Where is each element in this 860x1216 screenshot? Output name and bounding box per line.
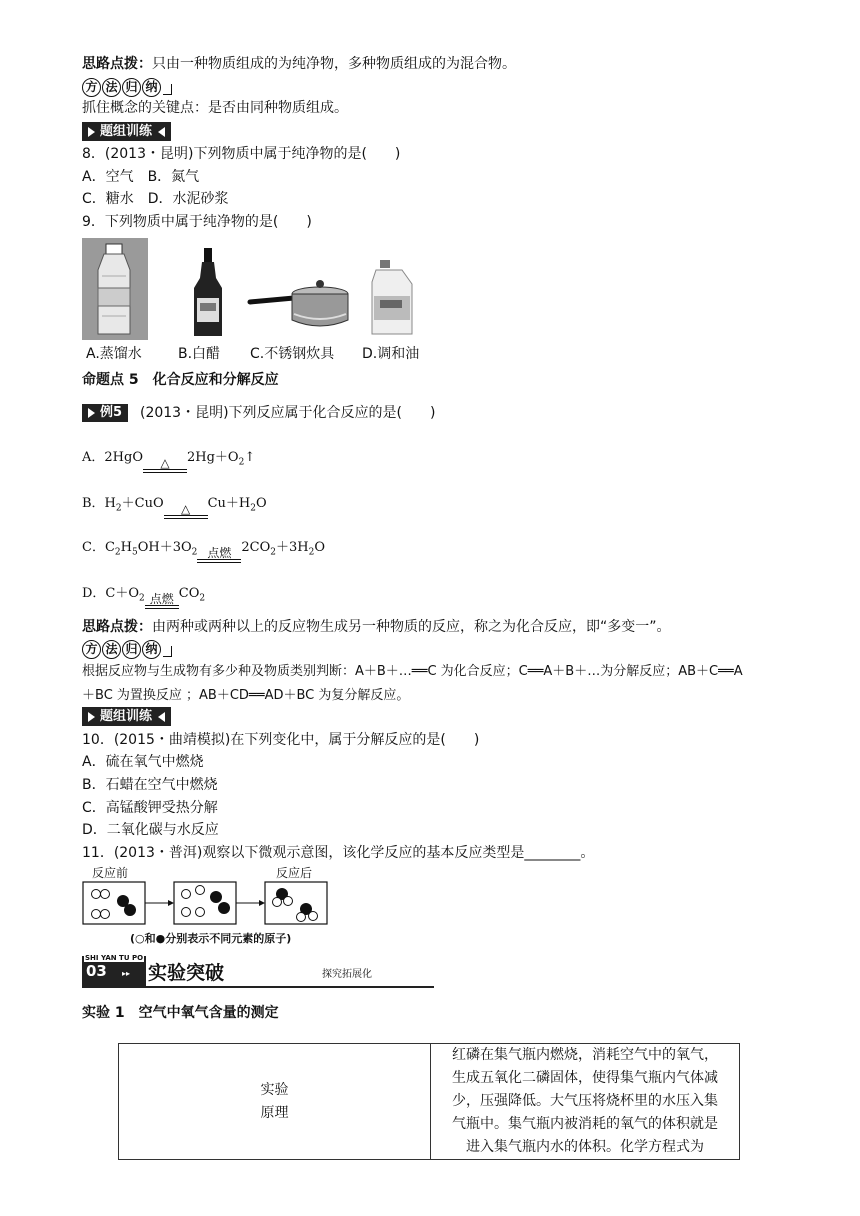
section-rule bbox=[82, 986, 434, 988]
example-5-badge bbox=[82, 404, 128, 422]
group-training-bar bbox=[82, 122, 171, 141]
hint-text: 由两种或两种以上的反应物生成另一种物质的反应，称之为化合反应，即“多变一”。 bbox=[152, 619, 671, 635]
example-5-stem: (2013・昆明)下列反应属于化合反应的是( ) bbox=[140, 405, 436, 421]
section-banner bbox=[82, 956, 434, 992]
section-number: 03 bbox=[86, 962, 107, 980]
before-label: 反应前 bbox=[92, 866, 129, 880]
method-text-2a: 根据反应物与生成物有多少种及物质类别判断：A＋B＋…══C 为化合反应；C══A＋B＋…为分解反应；AB＋C══A bbox=[82, 664, 743, 679]
reaction-c: C．$C_2H_5OH+3O_2$ 点燃 $2CO_2+3H_2O$ bbox=[82, 538, 325, 563]
method-char: 归 bbox=[122, 78, 141, 97]
triangle-right-icon bbox=[88, 408, 95, 418]
method-text-2b: ＋BC 为置换反应 ；AB＋CD══AD＋BC 为复分解反应。 bbox=[82, 688, 410, 703]
method-char: 纳 bbox=[142, 640, 161, 659]
q8-options-2: C．糖水 D．水泥砂浆 bbox=[82, 191, 229, 207]
method-badge-1 bbox=[82, 78, 172, 97]
table-head-line-2: 原理 bbox=[260, 1104, 289, 1121]
vinegar-bottle-image bbox=[194, 248, 222, 336]
method-tail-icon bbox=[163, 84, 172, 95]
experiment-table bbox=[118, 1043, 740, 1160]
section-pinyin: SHI YAN TU PO bbox=[85, 954, 144, 962]
method-badge-2 bbox=[82, 640, 172, 659]
water-bottle-image bbox=[82, 238, 148, 340]
micro-reaction-diagram bbox=[82, 866, 342, 950]
method-char: 方 bbox=[82, 640, 101, 659]
table-line: 红磷在集气瓶内燃烧，消耗空气中的氧气， bbox=[452, 1047, 718, 1063]
topic-5-heading: 命题点 5 化合反应和分解反应 bbox=[82, 372, 279, 388]
example-label: 例5 bbox=[100, 405, 123, 420]
reaction-d: D．$C+O_2$ 点燃 $CO_2$ bbox=[82, 584, 205, 609]
q10-option-a: A．硫在氧气中燃烧 bbox=[82, 754, 204, 770]
hint-line-1 bbox=[82, 54, 516, 74]
heat-symbol: △ bbox=[180, 501, 191, 516]
group-training-bar bbox=[82, 707, 171, 726]
group-label: 题组训练 bbox=[100, 708, 153, 724]
table-line: 生成五氧化二磷固体，使得集气瓶内气体减 bbox=[452, 1070, 718, 1086]
q10-option-c: C．高锰酸钾受热分解 bbox=[82, 800, 218, 816]
method-char: 法 bbox=[102, 78, 121, 97]
triangle-left-icon bbox=[158, 712, 165, 722]
hint-line-2 bbox=[82, 617, 671, 637]
q8-stem: 8．(2013・昆明)下列物质中属于纯净物的是( ) bbox=[82, 146, 401, 162]
hint-label: 思路点拨： bbox=[82, 56, 152, 72]
triangle-left-icon bbox=[158, 127, 165, 137]
table-header-cell bbox=[119, 1044, 431, 1160]
hint-label: 思路点拨： bbox=[82, 619, 152, 635]
q10-option-d: D．二氧化碳与水反应 bbox=[82, 822, 219, 838]
triangle-right-icon bbox=[88, 127, 95, 137]
table-line: 少，压强降低。大气压将烧杯里的水压入集 bbox=[452, 1093, 718, 1109]
section-title: 实验突破 bbox=[148, 962, 225, 984]
oil-bottle-image bbox=[372, 260, 412, 334]
method-char: 法 bbox=[102, 640, 121, 659]
group-label: 题组训练 bbox=[100, 123, 153, 139]
heat-symbol: △ bbox=[160, 455, 170, 470]
q10-option-b: B．石蜡在空气中燃烧 bbox=[82, 777, 218, 793]
q9-option-b: B.白醋 bbox=[178, 346, 221, 362]
q11-stem: 11．(2013・普洱)观察以下微观示意图，该化学反应的基本反应类型是________。 bbox=[82, 845, 595, 861]
method-char: 归 bbox=[122, 640, 141, 659]
q10-stem: 10．(2015・曲靖模拟)在下列变化中，属于分解反应的是( ) bbox=[82, 732, 480, 748]
triangle-right-icon bbox=[88, 712, 95, 722]
q8-options-1: A．空气 B．氮气 bbox=[82, 169, 200, 185]
double-chevron-icon: ▸▸ bbox=[122, 969, 131, 978]
q9-option-c: C.不锈钢炊具 bbox=[250, 346, 335, 362]
reaction-a: A．2HgO △ $2Hg+O_2↑$ bbox=[82, 448, 255, 473]
reaction-b: B．$H_2+CuO$ △ $Cu+H_2O$ bbox=[82, 494, 267, 519]
ignite-condition: 点燃 bbox=[207, 545, 232, 560]
ignite-condition: 点燃 bbox=[149, 591, 174, 606]
hint-text: 只由一种物质组成的为纯净物，多种物质组成的为混合物。 bbox=[152, 56, 516, 72]
method-tail-icon bbox=[163, 646, 172, 657]
table-head-line-1: 实验 bbox=[260, 1081, 289, 1098]
steel-pot-image bbox=[250, 280, 348, 326]
experiment-1-heading: 实验 1 空气中氧气含量的测定 bbox=[82, 1005, 279, 1021]
method-char: 方 bbox=[82, 78, 101, 97]
q9-option-a: A.蒸馏水 bbox=[86, 346, 142, 362]
q9-stem: 9．下列物质中属于纯净物的是( ) bbox=[82, 214, 312, 230]
section-subtitle: 探究拓展化 bbox=[322, 969, 372, 980]
table-line: 进入集气瓶内水的体积。化学方程式为 bbox=[466, 1139, 704, 1155]
table-line: 气瓶中。集气瓶内被消耗的氧气的体积就是 bbox=[452, 1116, 718, 1132]
table-content-cell bbox=[431, 1044, 740, 1160]
q9-option-d: D.调和油 bbox=[362, 346, 420, 362]
after-label: 反应后 bbox=[276, 866, 313, 880]
diagram-legend: (○和●分别表示不同元素的原子) bbox=[130, 932, 292, 945]
q9-product-images bbox=[82, 236, 442, 346]
method-text-1: 抓住概念的关键点：是否由同种物质组成。 bbox=[82, 100, 348, 116]
method-char: 纳 bbox=[142, 78, 161, 97]
